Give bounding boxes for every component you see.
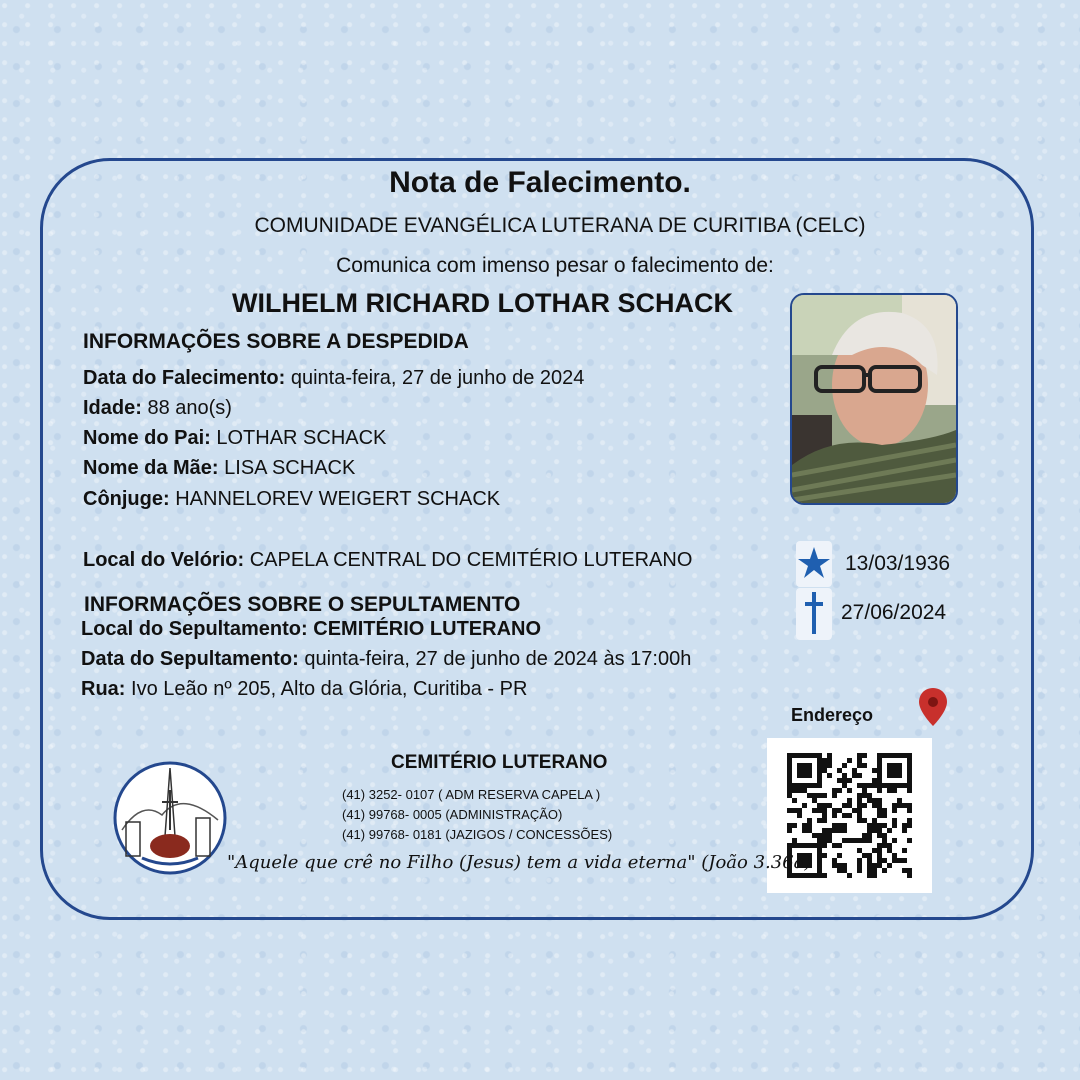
info-row-age <box>83 397 232 420</box>
address-label: Endereço <box>791 705 874 725</box>
portrait-image <box>792 295 956 503</box>
phone-line: (41) 99768- 0005 (ADMINISTRAÇÃO) <box>342 807 563 822</box>
intro-text: Comunica com imenso pesar o falecimento de: <box>336 254 774 277</box>
info-label: Data do Sepultamento: <box>81 648 299 670</box>
deceased-photo <box>790 293 958 505</box>
page-title: Nota de Falecimento. <box>389 166 691 199</box>
phone-line: (41) 99768- 0181 (JAZIGOS / CONCESSÕES) <box>342 827 613 842</box>
info-row-father <box>83 427 386 450</box>
info-label: Local do Velório: <box>83 549 245 571</box>
star-icon <box>796 541 832 587</box>
info-row-death-date <box>83 367 584 390</box>
info-value: 88 ano(s) <box>141 397 232 419</box>
info-value: quinta-feira, 27 de junho de 2024 <box>285 367 585 389</box>
death-icon-box <box>796 588 832 640</box>
info-row-wake-location <box>83 549 692 572</box>
info-value: CAPELA CENTRAL DO CEMITÉRIO LUTERANO <box>244 549 693 571</box>
info-label: Data do Falecimento: <box>83 367 286 389</box>
info-value: HANNELOREV WEIGERT SCHACK <box>169 488 501 510</box>
info-label: Idade: <box>83 397 142 419</box>
info-row-burial-location <box>81 618 541 641</box>
info-label: Nome da Mãe: <box>83 457 219 479</box>
bible-quote: "Aquele que crê no Filho (Jesus) tem a vida eterna" (João 3.36a) <box>227 852 812 873</box>
info-value: CEMITÉRIO LUTERANO <box>307 618 542 640</box>
birth-icon-box <box>796 541 832 587</box>
organization-name: COMUNIDADE EVANGÉLICA LUTERANA DE CURITIBA (CELC) <box>254 214 866 237</box>
birth-date: 13/03/1936 <box>845 552 951 575</box>
burial-heading: INFORMAÇÕES SOBRE O SEPULTAMENTO <box>84 593 521 616</box>
cemetery-logo <box>112 760 228 876</box>
info-value: quinta-feira, 27 de junho de 2024 às 17:00h <box>298 648 692 670</box>
death-date: 27/06/2024 <box>841 601 947 624</box>
cross-icon <box>796 588 832 640</box>
deceased-name: WILHELM RICHARD LOTHAR SCHACK <box>232 288 733 318</box>
info-row-burial-date <box>81 648 691 671</box>
cemetery-title: CEMITÉRIO LUTERANO <box>391 752 608 773</box>
info-row-mother <box>83 457 355 480</box>
info-label: Local do Sepultamento: <box>81 618 308 640</box>
info-value: LOTHAR SCHACK <box>210 427 387 449</box>
info-value: LISA SCHACK <box>218 457 356 479</box>
info-label: Cônjuge: <box>83 488 170 510</box>
info-label: Rua: <box>81 678 126 700</box>
info-value: Ivo Leão nº 205, Alto da Glória, Curitiba - PR <box>125 678 528 700</box>
map-pin-icon[interactable] <box>917 686 949 728</box>
farewell-heading: INFORMAÇÕES SOBRE A DESPEDIDA <box>83 330 469 353</box>
info-row-spouse <box>83 488 500 511</box>
phone-line: (41) 3252- 0107 ( ADM RESERVA CAPELA ) <box>342 787 601 802</box>
info-row-street <box>81 678 527 701</box>
info-label: Nome do Pai: <box>83 427 211 449</box>
